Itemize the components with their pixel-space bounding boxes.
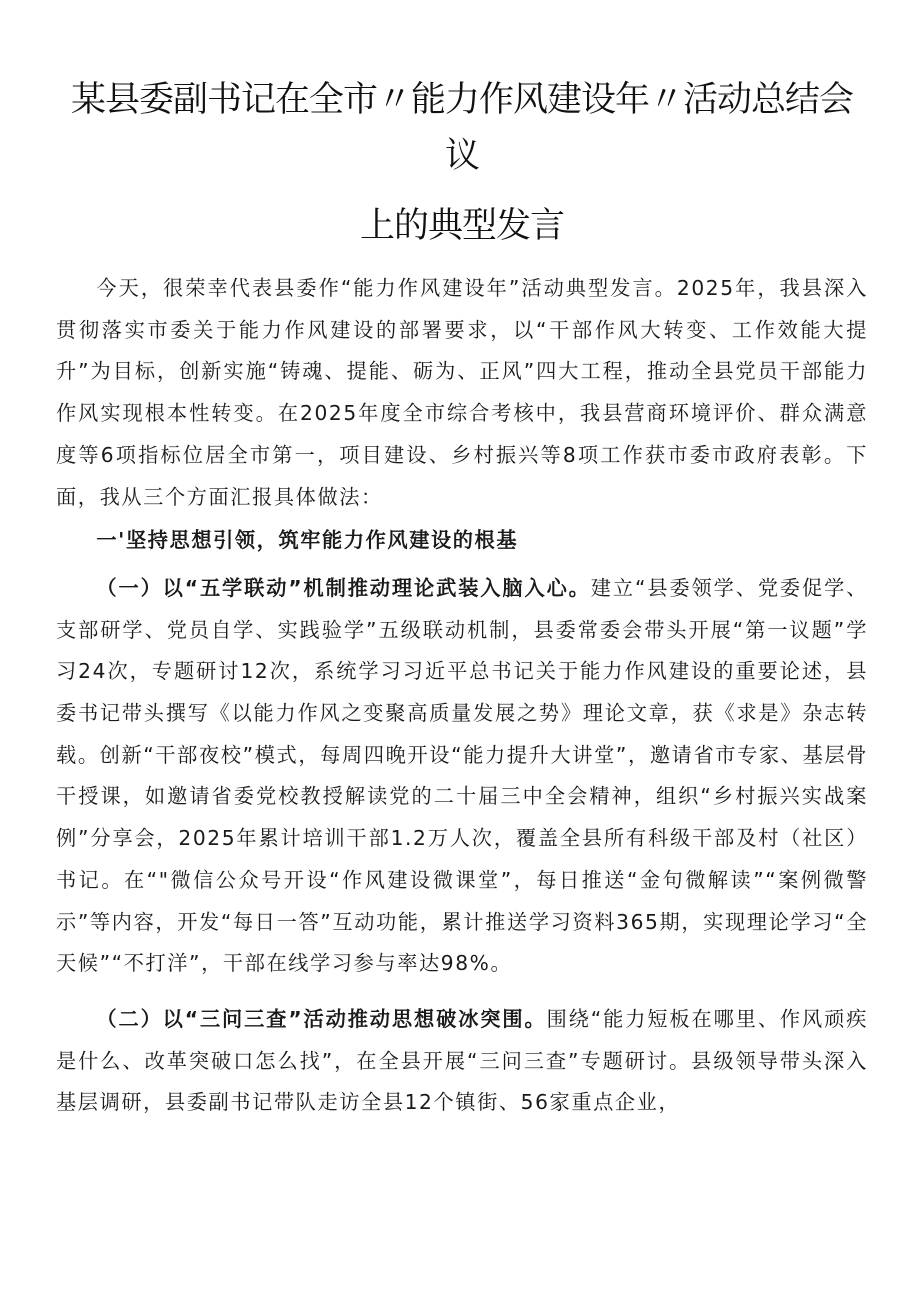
- document-title: [56, 72, 868, 254]
- item-lead-1: （一）以“五学联动”机制推动理论武装入脑入心。: [96, 575, 591, 600]
- item-paragraph-1: [56, 568, 868, 985]
- item-body-2: 围绕“能力短板在哪里、作风顽疾是什么、改革突破口怎么找”，在全县开展“三问三查”专题研讨。县级领导带头深入基层调研，县委副书记带队走访全县12个镇街、56家重点企业，: [56, 1006, 868, 1115]
- title-line-1: 某县委副书记在全市〃能力作风建设年〃活动总结会议: [70, 80, 853, 176]
- intro-paragraph: 今天，很荣幸代表县委作“能力作风建设年”活动典型发言。2025年，我县深入贯彻落实市委关于能力作风建设的部署要求，以“干部作风大转变、工作效能大提升”为目标，创新实施“铸魂、提能、砺为、正风”四大工程，推动全县党员干部能力作风实现根本性转变。在2025年度全市综合考核中，我县营商环境评价、群众满意度等6项指标位居全市第一，项目建设、乡村振兴等8项工作获市委市政府表彰。下面，我从三个方面汇报具体做法：: [56, 276, 868, 509]
- section-heading-1: 一'坚持思想引领，筑牢能力作风建设的根基: [96, 528, 519, 553]
- title-line-2: 上的典型发言: [359, 206, 564, 246]
- document-body: [56, 268, 868, 1124]
- item-lead-2: （二）以“三问三查”活动推动思想破冰突围。: [96, 1006, 547, 1031]
- item-body-1: 建立“县委领学、党委促学、支部研学、党员自学、实践验学”五级联动机制，县委常委会带头开展“第一议题”学习24次，专题研讨12次，系统学习习近平总书记关于能力作风建设的重要论述，县委书记带头撰写《以能力作风之变聚高质量发展之势》理论文章，获《求是》杂志转载。创新“干部夜校”模式，每周四晚开设“能力提升大讲堂”，邀请省市专家、基层骨干授课，如邀请省委党校教授解读党的二十届三中全会精神，组织“乡村振兴实战案例”分享会，2025年累计培训干部1.2万人次，覆盖全县所有科级干部及村（社区）书记。在“"微信公众号开设“作风建设微课堂”，每日推送“金句微解读”“案例微警示”等内容，开发“每日一答”互动功能，累计推送学习资料365期，实现理论学习“全天候”“不打洋”，干部在线学习参与率达98%。: [56, 575, 868, 976]
- item-paragraph-2: [56, 999, 868, 1124]
